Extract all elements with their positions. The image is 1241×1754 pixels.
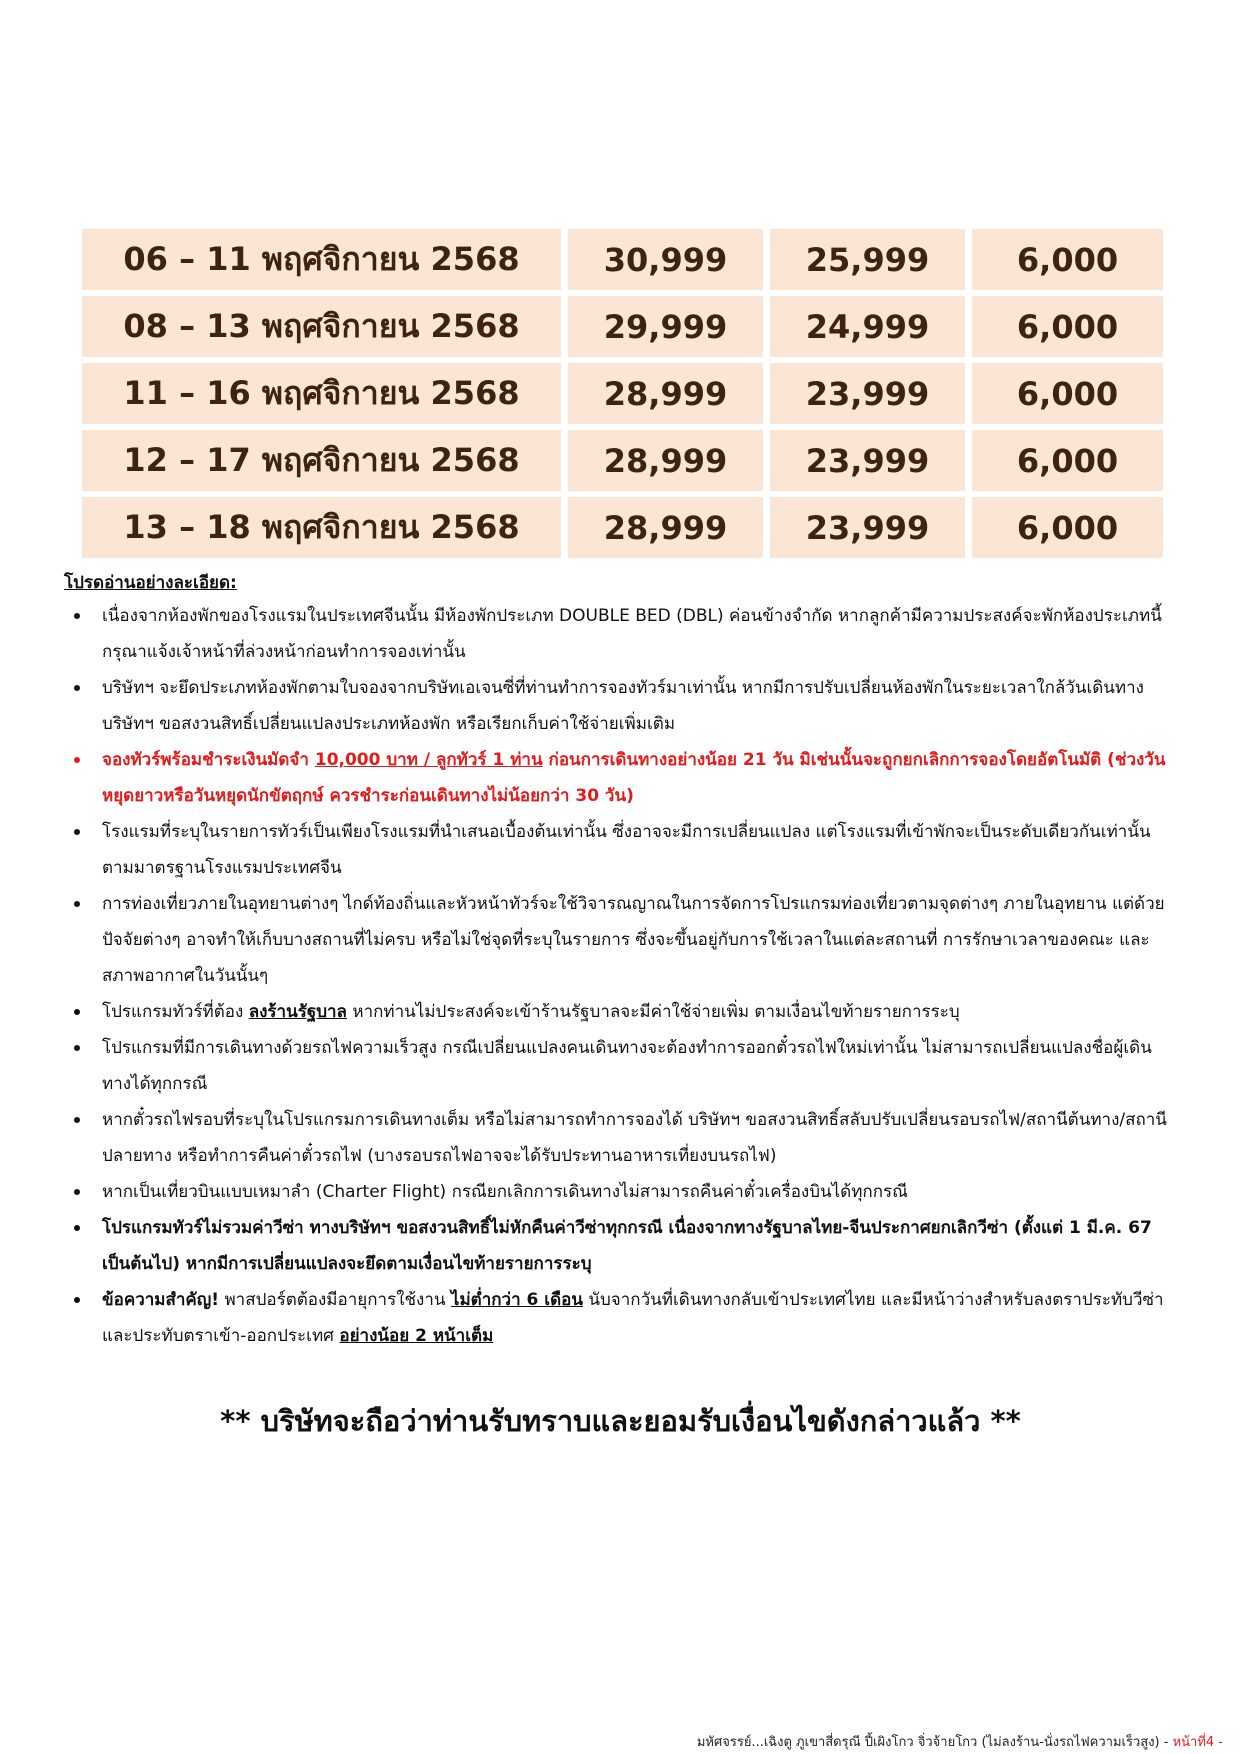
visa-term-item: โปรแกรมทัวร์ไม่รวมค่าวีซ่า ทางบริษัทฯ ขอสงวนสิทธิ์ไม่หักคืนค่าวีซ่าทุกกรณี เนื่องจากทางรัฐบาลไทย-จีนประกาศยกเลิกวีซ่า (ตั้งแต่ 1 มี.ค. 67 เป็นต้นไป) หากมีการเปลี่ยนแปลงจะยึดตามเงื่อนไขท้ายรายการระบุ <box>64 1210 1179 1282</box>
deposit-amount: 10,000 บาท / ลูกทัวร์ 1 ท่าน <box>314 750 543 770</box>
term-item: การท่องเที่ยวภายในอุทยานต่างๆ ไกด์ท้องถิ่นและหัวหน้าทัวร์จะใช้วิจารณญาณในการจัดการโปรแกรมท่องเที่ยวตามจุดต่างๆ ภายในอุทยาน แต่ด้วยปัจจัยต่างๆ อาจทำให้เก็บบางสถานที่ไม่ครบ หรือไม่ใช่จุดที่ระบุในรายการ ซึ่งจะขึ้นอยู่กับการใช้เวลาในแต่ละสถานที่ การรักษาเวลาของคณะ และสภาพอากาศในวันนั้นๆ <box>64 886 1179 994</box>
child-price: 23,999 <box>770 363 965 424</box>
footer-title: มหัศจรรย์...เฉิงตู ภูเขาสี่ดรุณี ปี้เผิงโกว จิ่วจ้ายโกว (ไม่ลงร้าน-นั่งรถไฟความเร็วสูง) - <box>696 1735 1173 1750</box>
term-item: โรงแรมที่ระบุในรายการทัวร์เป็นเพียงโรงแรมที่นำเสนอเบื้องต้นเท่านั้น ซึ่งอาจจะมีการเปลี่ยนแปลง แต่โรงแรมที่เข้าพักจะเป็นระดับเดียวกันเท่านั้น ตามมาตรฐานโรงแรมประเทศจีน <box>64 814 1179 886</box>
price-row <box>82 430 1163 491</box>
travel-date: 06 – 11 พฤศจิกายน 2568 <box>82 229 561 290</box>
deposit-deadline: ก่อนการเดินทางอย่างน้อย 21 วัน มิเช่นนั้นจะถูกยกเลิกการจองโดยอัตโนมัติ (ช่วงวันหยุดยาวหรือวันหยุดนักขัตฤกษ์ ควรชำระก่อนเดินทางไม่น้อยกว่า 30 วัน) <box>102 750 1166 806</box>
passport-validity: ไม่ต่ำกว่า 6 เดือน <box>450 1290 583 1310</box>
page-footer <box>697 1731 1223 1752</box>
closing-statement: ** บริษัทจะถือว่าท่านรับทราบและยอมรับเงื่อนไขดังกล่าวแล้ว ** <box>220 1404 1021 1438</box>
travel-date: 11 – 16 พฤศจิกายน 2568 <box>82 363 561 424</box>
terms-list <box>64 598 1179 1354</box>
price-row <box>82 363 1163 424</box>
child-price: 25,999 <box>770 229 965 290</box>
single-supplement: 6,000 <box>972 430 1163 491</box>
term-text: หากท่านไม่ประสงค์จะเข้าร้านรัฐบาลจะมีค่าใช้จ่ายเพิ่ม ตามเงื่อนไขท้ายรายการระบุ <box>346 1002 960 1022</box>
term-item: เนื่องจากห้องพักของโรงแรมในประเทศจีนนั้น มีห้องพักประเภท DOUBLE BED (DBL) ค่อนข้างจำกัด หากลูกค้ามีความประสงค์จะพักห้องประเภทนี้ กรุณาแจ้งเจ้าหน้าที่ล่วงหน้าก่อนทำการจองเท่านั้น <box>64 598 1179 670</box>
term-item: หากเป็นเที่ยวบินแบบเหมาลำ (Charter Flight) กรณียกเลิกการเดินทางไม่สามารถคืนค่าตั๋วเครื่องบินได้ทุกกรณี <box>64 1174 1179 1210</box>
deposit-text: จองทัวร์พร้อมชำระเงินมัดจำ <box>102 750 315 770</box>
term-item: โปรแกรมที่มีการเดินทางด้วยรถไฟความเร็วสูง กรณีเปลี่ยนแปลงคนเดินทางจะต้องทำการออกตั๋วรถไฟใหม่เท่านั้น ไม่สามารถเปลี่ยนแปลงชื่อผู้เดินทางได้ทุกกรณี <box>64 1030 1179 1102</box>
term-text: นับจากวันที่เดินทางกลับเข้าประเทศไทย และมีหน้าว่างสำหรับลงตราประทับวีซ่า และประทับตราเข้า-ออกประเทศ <box>102 1290 1164 1346</box>
notes-heading: โปรดอ่านอย่างละเอียด: <box>64 573 237 593</box>
price-row <box>82 497 1163 558</box>
adult-price: 28,999 <box>568 497 763 558</box>
adult-price: 30,999 <box>568 229 763 290</box>
term-item: หากตั๋วรถไฟรอบที่ระบุในโปรแกรมการเดินทางเต็ม หรือไม่สามารถทำการจองได้ บริษัทฯ ขอสงวนสิทธิ์สลับปรับเปลี่ยนรอบรถไฟ/สถานีต้นทาง/สถานีปลายทาง หรือทำการคืนค่าตั๋วรถไฟ (บางรอบรถไฟอาจจะได้รับประทานอาหารเที่ยงบนรถไฟ) <box>64 1102 1179 1174</box>
passport-term-item <box>64 1282 1179 1354</box>
adult-price: 29,999 <box>568 296 763 357</box>
important-label: ข้อความสำคัญ! <box>102 1290 220 1310</box>
term-item: บริษัทฯ จะยึดประเภทห้องพักตามใบจองจากบริษัทเอเจนซี่ที่ท่านทำการจองทัวร์มาเท่านั้น หากมีการปรับเปลี่ยนห้องพักในระยะเวลาใกล้วันเดินทาง บริษัทฯ ขอสงวนสิทธิ์เปลี่ยนแปลงประเภทห้องพัก หรือเรียกเก็บค่าใช้จ่ายเพิ่มเติม <box>64 670 1179 742</box>
child-price: 24,999 <box>770 296 965 357</box>
adult-price: 28,999 <box>568 430 763 491</box>
adult-price: 28,999 <box>568 363 763 424</box>
child-price: 23,999 <box>770 430 965 491</box>
shopping-term-item <box>64 994 1179 1030</box>
price-table <box>82 229 1163 564</box>
page-number: หน้าที่4 - <box>1172 1735 1223 1750</box>
deposit-term-item <box>64 742 1179 814</box>
travel-date: 13 – 18 พฤศจิกายน 2568 <box>82 497 561 558</box>
single-supplement: 6,000 <box>972 497 1163 558</box>
price-row <box>82 229 1163 290</box>
travel-date: 12 – 17 พฤศจิกายน 2568 <box>82 430 561 491</box>
price-row <box>82 296 1163 357</box>
single-supplement: 6,000 <box>972 363 1163 424</box>
term-text: พาสปอร์ตต้องมีอายุการใช้งาน <box>219 1290 451 1310</box>
single-supplement: 6,000 <box>972 296 1163 357</box>
government-shop-text: ลงร้านรัฐบาล <box>248 1002 347 1022</box>
term-text: โปรแกรมทัวร์ที่ต้อง <box>102 1002 249 1022</box>
travel-date: 08 – 13 พฤศจิกายน 2568 <box>82 296 561 357</box>
single-supplement: 6,000 <box>972 229 1163 290</box>
child-price: 23,999 <box>770 497 965 558</box>
passport-pages: อย่างน้อย 2 หน้าเต็ม <box>339 1326 494 1346</box>
